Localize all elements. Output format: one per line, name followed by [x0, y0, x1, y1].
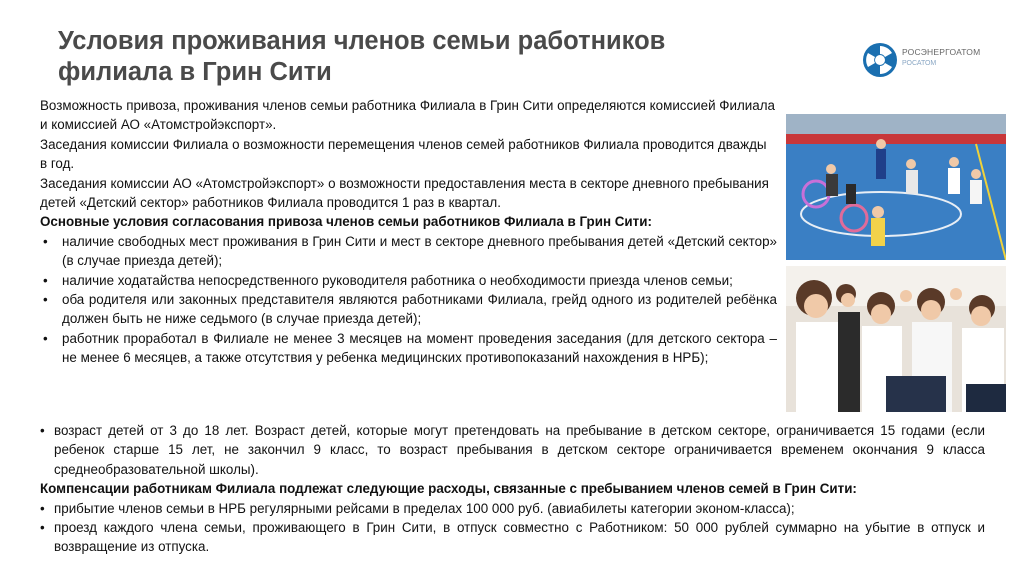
- page-title-line-2: филиала в Грин Сити: [58, 58, 332, 86]
- children-sports-hall-photo: [786, 114, 1006, 260]
- logo-subtitle: РОСАТОМ: [902, 60, 937, 67]
- main-text-block: [40, 96, 777, 368]
- intro-paragraph-2: Заседания комиссии Филиала о возможности перемещения членов семей работников Филиала проводится дважды в год.: [40, 136, 767, 172]
- wide-text-block: [40, 421, 985, 557]
- list-item: • возраст детей от 3 до 18 лет. Возраст детей, которые могут претендовать на пребывание в детском секторе, ограничивается 15 годами (если ребенок старше 15 лет, не закончил 9 класс, то возраст пребывания в детском секторе ограничивается временем окончания 9 класса среднеобразовательной школы).: [40, 421, 985, 479]
- age-list: [40, 421, 985, 479]
- page-title: [58, 26, 818, 88]
- conditions-list: [40, 232, 777, 368]
- children-group-photo: [786, 266, 1006, 412]
- page-title-line-1: Условия проживания членов семьи работников: [58, 27, 666, 55]
- rosenergoatom-logo-icon: [862, 42, 898, 78]
- company-logo: [862, 42, 992, 78]
- compensation-list: [40, 499, 985, 557]
- conditions-heading: Основные условия согласования привоза членов семьи работников Филиала в Грин Сити:: [40, 214, 652, 230]
- list-item: • наличие свободных мест проживания в Грин Сити и мест в секторе дневного пребывания детей «Детский сектор» (в случае приезда детей);: [40, 232, 777, 271]
- list-item: • оба родителя или законных представителя являются работниками Филиала, грейд одного из родителей ребёнка должен быть не ниже седьмого (в случае приезда детей);: [40, 290, 777, 329]
- logo-wordmark: РОСЭНЕРГОАТОМ: [902, 47, 981, 57]
- intro-paragraph-3: Заседания комиссии АО «Атомстройэкспорт» о возможности предоставления места в секторе дневного пребывания детей «Детский сектор» работников Филиала проводится 1 раз в квартал.: [40, 175, 769, 211]
- list-item: • работник проработал в Филиале не менее 3 месяцев на момент проведения заседания (для детского сектора – не менее 6 месяцев, а также отсутствия у ребенка медицинских противопоказаний нахождения в НРБ);: [40, 329, 777, 368]
- list-item: • наличие ходатайства непосредственного руководителя работника о необходимости приезда членов семьи;: [40, 271, 777, 290]
- compensation-heading: Компенсации работникам Филиала подлежат следующие расходы, связанные с пребыванием членов семей в Грин Сити:: [40, 481, 857, 497]
- intro-paragraph-1: Возможность привоза, проживания членов семьи работника Филиала в Грин Сити определяются комиссией Филиала и комиссией АО «Атомстройэкспорт».: [40, 98, 775, 133]
- list-item: • проезд каждого члена семьи, проживающего в Грин Сити, в отпуск совместно с Работником: 50 000 рублей суммарно на убытие в отпуск и возвращение из отпуска.: [40, 518, 985, 557]
- list-item: • прибытие членов семьи в НРБ регулярными рейсами в пределах 100 000 руб. (авиабилеты категории эконом-класса);: [40, 499, 985, 518]
